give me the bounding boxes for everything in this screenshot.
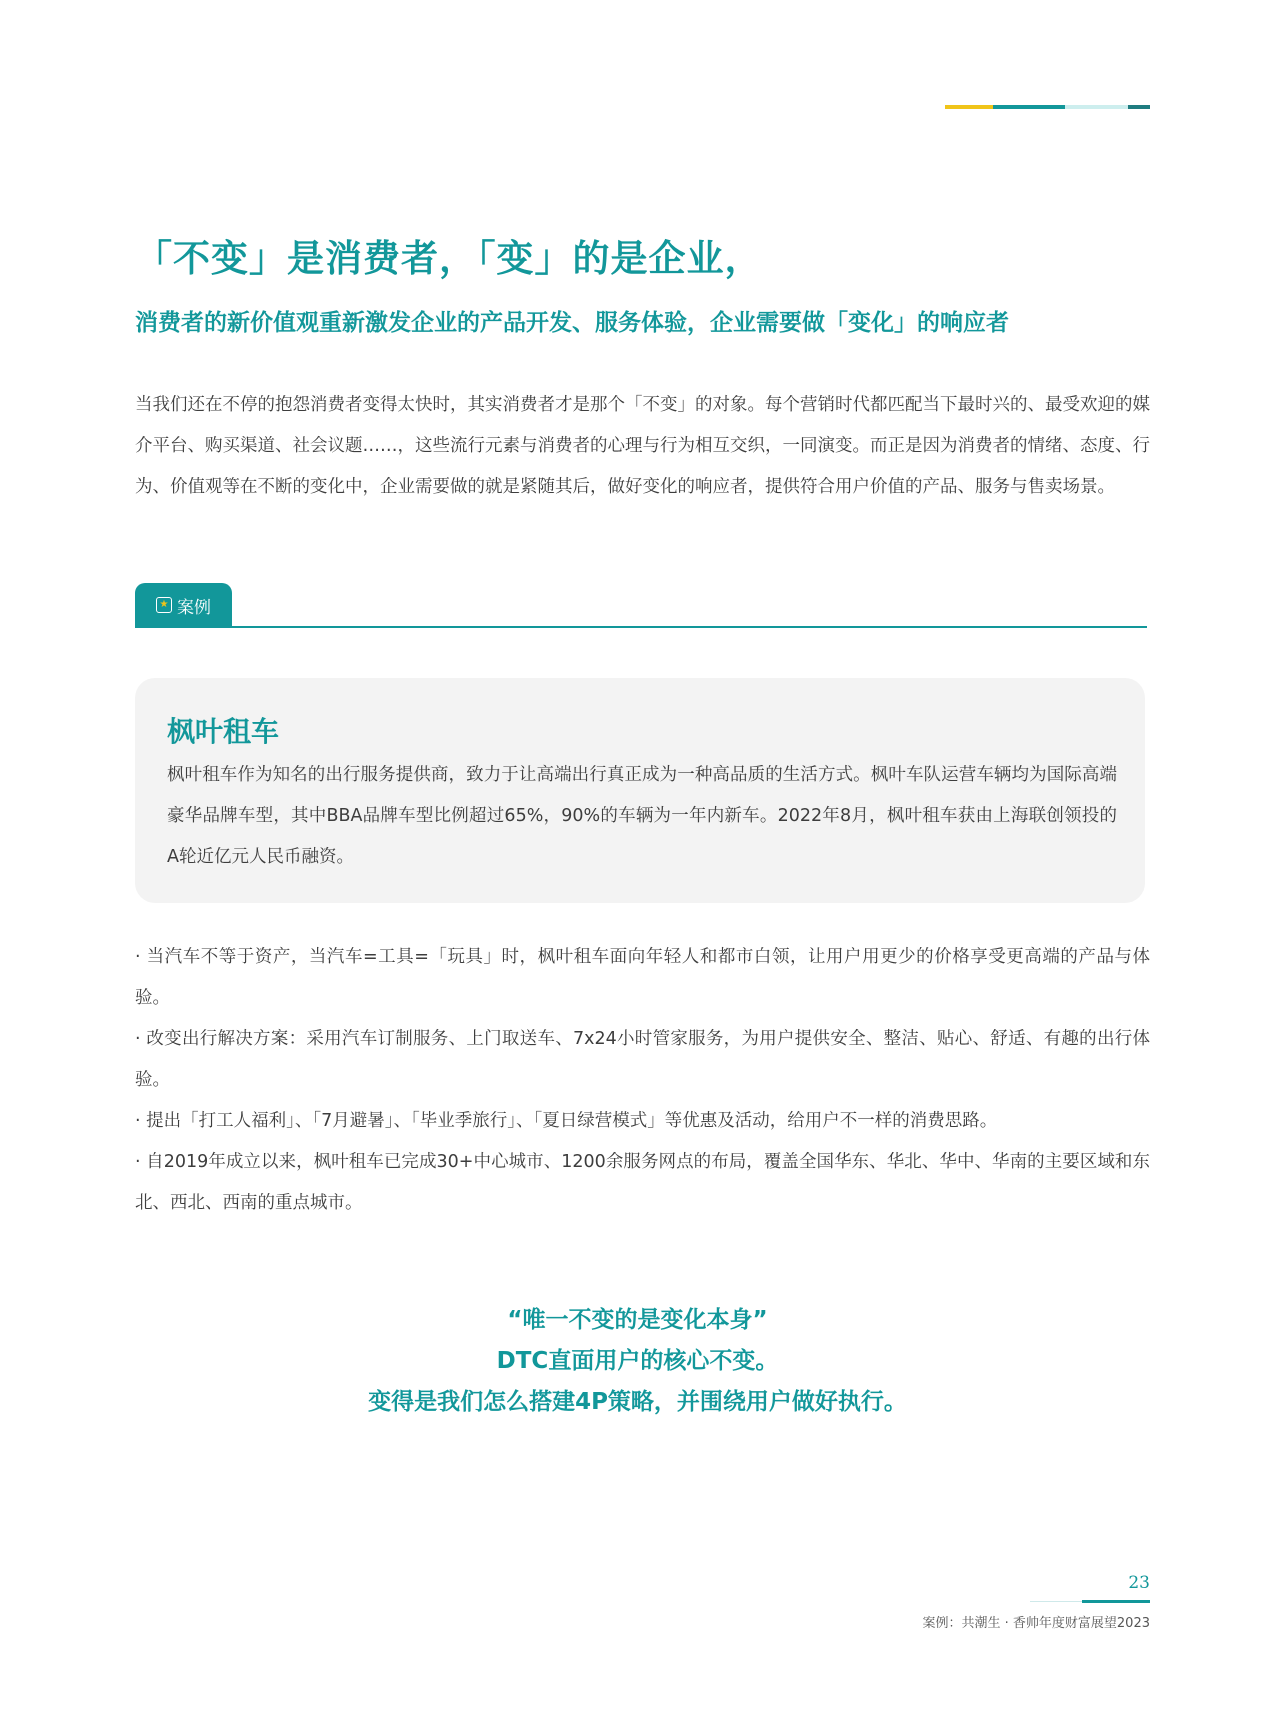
page-number-accent bbox=[1082, 1600, 1150, 1603]
closing-quote bbox=[0, 1300, 1275, 1423]
quote-line-2: DTC直面用户的核心不变。 bbox=[496, 1348, 779, 1374]
bar-yellow bbox=[945, 105, 993, 109]
star-badge-icon: ★ bbox=[156, 597, 172, 613]
page-subtitle: 消费者的新价值观重新激发企业的产品开发、服务体验，企业需要做「变化」的响应者 bbox=[135, 310, 1009, 336]
bar-dark-teal bbox=[1128, 105, 1150, 109]
case-title: 枫叶租车 bbox=[167, 715, 280, 748]
quote-line-3: 变得是我们怎么搭建4P策略，并围绕用户做好执行。 bbox=[368, 1389, 907, 1415]
footer-text: 案例：共潮生 · 香帅年度财富展望2023 bbox=[922, 1616, 1150, 1631]
bar-light-teal bbox=[1065, 105, 1128, 109]
decorative-color-bar bbox=[945, 105, 1150, 109]
bar-teal bbox=[993, 105, 1065, 109]
list-item: · 自2019年成立以来，枫叶租车已完成30+中心城市、1200余服务网点的布局，覆盖全国华东、华北、华中、华南的主要区域和东北、西北、西南的重点城市。 bbox=[135, 1152, 1150, 1213]
case-divider bbox=[135, 626, 1147, 628]
case-description: 枫叶租车作为知名的出行服务提供商，致力于让高端出行真正成为一种高品质的生活方式。枫叶车队运营车辆均为国际高端豪华品牌车型，其中BBA品牌车型比例超过65%，90%的车辆为一年内新车。2022年8月，枫叶租车获由上海联创领投的A轮近亿元人民币融资。 bbox=[167, 765, 1117, 867]
case-points-list bbox=[135, 937, 1150, 1224]
list-item: · 当汽车不等于资产，当汽车=工具=「玩具」时，枫叶租车面向年轻人和都市白领，让用户用更少的价格享受更高端的产品与体验。 bbox=[135, 947, 1150, 1008]
list-item: · 提出「打工人福利」、「7月避暑」、「毕业季旅行」、「夏日绿营模式」等优惠及活动，给用户不一样的消费思路。 bbox=[135, 1111, 998, 1131]
quote-line-1: “唯一不变的是变化本身” bbox=[507, 1307, 768, 1333]
case-tab-label: 案例 bbox=[177, 597, 211, 618]
intro-paragraph: 当我们还在不停的抱怨消费者变得太快时，其实消费者才是那个「不变」的对象。每个营销时代都匹配当下最时兴的、最受欢迎的媒介平台、购买渠道、社会议题……，这些流行元素与消费者的心理与行为相互交织，一同演变。而正是因为消费者的情绪、态度、行为、价值观等在不断的变化中，企业需要做的就是紧随其后，做好变化的响应者，提供符合用户价值的产品、服务与售卖场景。 bbox=[135, 395, 1150, 497]
page-number: 23 bbox=[1128, 1573, 1150, 1593]
page-title: 「不变」是消费者，「变」的是企业， bbox=[135, 237, 763, 280]
case-tab bbox=[135, 583, 232, 627]
list-item: · 改变出行解决方案：采用汽车订制服务、上门取送车、7x24小时管家服务，为用户提供安全、整洁、贴心、舒适、有趣的出行体验。 bbox=[135, 1029, 1150, 1090]
